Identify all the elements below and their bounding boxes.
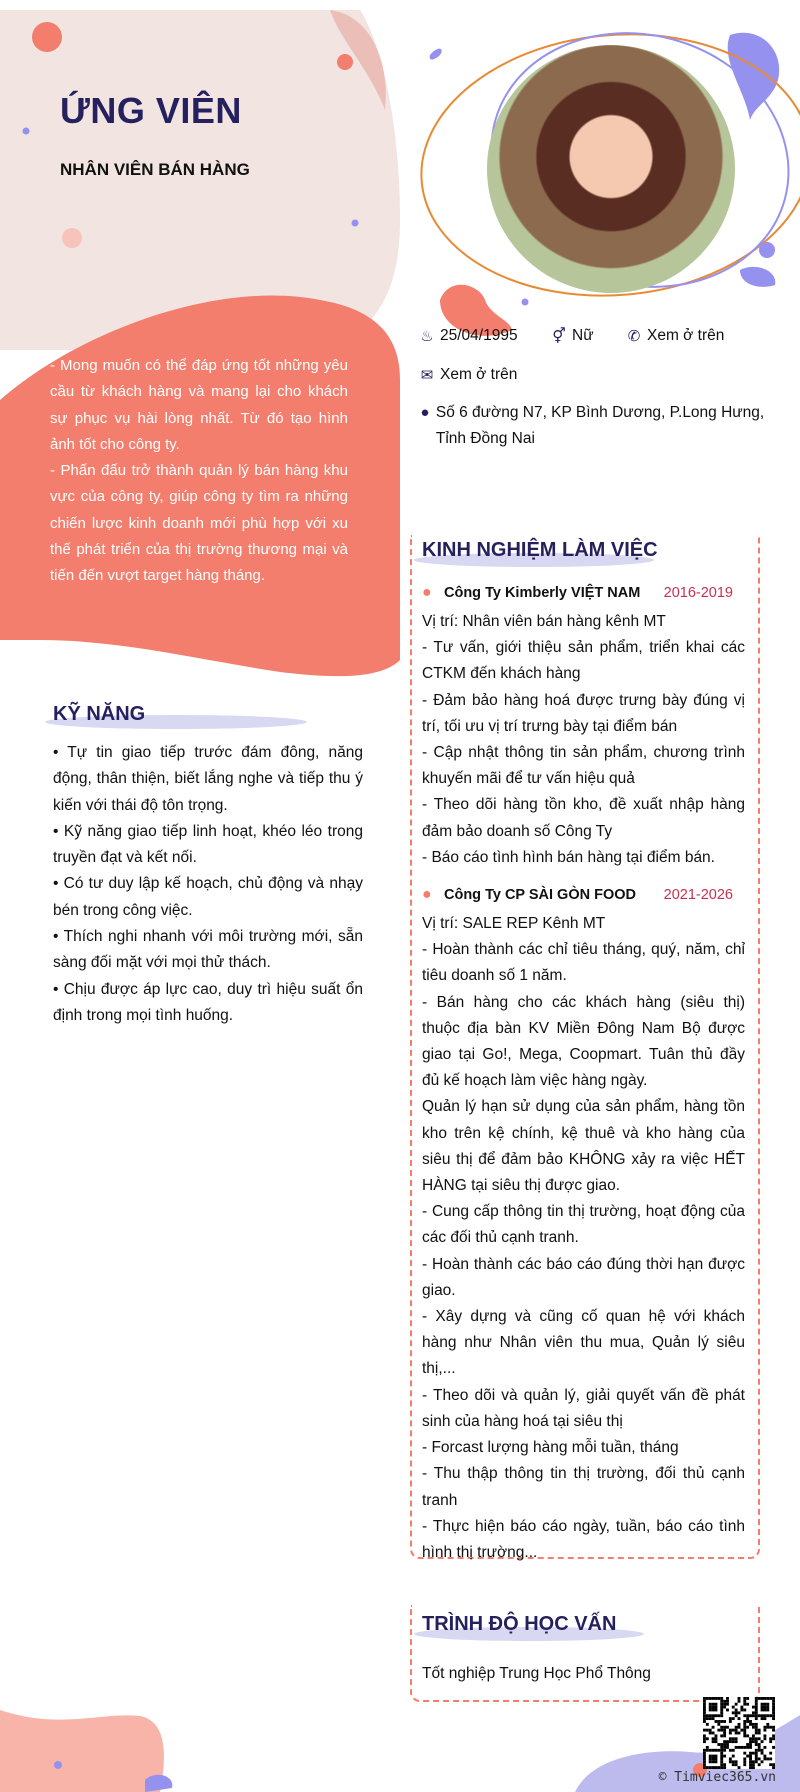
birthday-value: 25/04/1995	[440, 327, 518, 344]
address-value: Số 6 đường N7, KP Bình Dương, P.Long Hưng, Tỉnh Đồng Nai	[435, 404, 765, 447]
location-pin-icon: ●	[422, 584, 432, 601]
job-duty-line: - Forcast lượng hàng mỗi tuần, tháng	[422, 1439, 679, 1457]
education-title: TRÌNH ĐỘ HỌC VẤN	[422, 1613, 617, 1635]
job-duty-line: - Đảm bảo hàng hoá được trưng bày đúng vị trí, tối ưu vị trí trưng bày tại điểm bán	[422, 691, 745, 735]
envelope-icon: ✉	[420, 367, 434, 384]
candidate-name: ỨNG VIÊN	[60, 90, 242, 131]
email-value: Xem ở trên	[440, 366, 518, 383]
job-entry	[422, 883, 745, 1566]
company-name: Công Ty CP SÀI GÒN FOOD	[444, 887, 636, 904]
footer-copyright: © Timviec365.vn	[658, 1770, 776, 1785]
skill-item: • Thích nghi nhanh với môi trường mới, sẵn sàng đối mặt với mọi thử thách.	[53, 928, 363, 972]
gender-icon: ⚥	[552, 328, 566, 345]
qr-code	[703, 1697, 775, 1769]
job-duty-line: - Báo cáo tình hình bán hàng tại điểm bán.	[422, 848, 715, 866]
job-duty-line: - Tư vấn, giới thiệu sản phẩm, triển khai các CTKM đến khách hàng	[422, 639, 745, 683]
avatar	[487, 45, 735, 293]
gender	[550, 327, 594, 345]
objective-paragraph: - Mong muốn có thể đáp ứng tốt những yêu cầu từ khách hàng và mang lại cho khách sự phục vụ hài lòng nhất. Từ đó tạo hình ảnh tốt cho công ty.	[50, 357, 348, 453]
job-duty-line: - Cập nhật thông tin sản phẩm, chương trình khuyến mãi để tư vấn hiệu quả	[422, 744, 745, 788]
skills-heading	[53, 703, 313, 733]
career-objective	[50, 353, 348, 590]
objective-paragraph: - Phấn đấu trở thành quản lý bán hàng khu vực của công ty, giúp công ty tìm ra những chiến lược kinh doanh mới phù hợp với xu thế phát triển của thị trường thương mại và tiến đến vượt target hàng tháng.	[50, 462, 348, 585]
skill-item: • Tự tin giao tiếp trước đám đông, năng động, thân thiện, biết lắng nghe và tiếp thu ý kiến với thái độ tôn trọng.	[53, 744, 363, 814]
job-duty-line: - Cung cấp thông tin thị trường, hoạt động của các đối thủ cạnh tranh.	[422, 1203, 745, 1247]
job-duty-line: - Theo dõi hàng tồn kho, đề xuất nhập hàng đảm bảo doanh số Công Ty	[422, 796, 745, 840]
job-description	[422, 911, 745, 1566]
job-duty-line: - Bán hàng cho các khách hàng (siêu thị) thuộc địa bàn KV Miền Đông Nam Bộ được giao tại Go!, Mega, Coopmart. Tuân thủ đầy đủ kế hoạch làm việc hàng ngày.	[422, 993, 745, 1090]
job-duty-line: Vị trí: Nhân viên bán hàng kênh MT	[422, 613, 666, 630]
job-duty-line: - Theo dõi và quản lý, giải quyết vấn đề phát sinh của hàng hoá tại siêu thị	[422, 1386, 745, 1430]
job-description	[422, 609, 745, 871]
job-years: 2021-2026	[663, 887, 733, 904]
location-pin-icon: ●	[422, 886, 432, 904]
cake-icon: ♨	[420, 328, 434, 345]
job-position: NHÂN VIÊN BÁN HÀNG	[60, 160, 250, 179]
birthday	[418, 327, 518, 345]
job-duty-line: - Hoàn thành các báo cáo đúng thời hạn được giao.	[422, 1255, 745, 1299]
job-years: 2016-2019	[663, 585, 733, 601]
experience-section	[410, 535, 760, 1559]
skills-title: KỸ NĂNG	[53, 703, 146, 725]
education-section	[410, 1605, 760, 1702]
job-duty-line: Quản lý hạn sử dụng của sản phẩm, hàng tồn kho trên kệ chính, kệ thuê và kho hàng của siêu thị để đảm bảo KHÔNG xảy ra việc HẾT HÀNG tại siêu thị được giao.	[422, 1098, 745, 1195]
job-duty-line: - Xây dựng và cũng cố quan hệ với khách hàng như Nhân viên thu mua, Quản lý siêu thị,...	[422, 1308, 745, 1378]
skill-item: • Kỹ năng giao tiếp linh hoạt, khéo léo trong truyền đạt và kết nối.	[53, 822, 363, 867]
skill-item: • Có tư duy lập kế hoạch, chủ động và nhạy bén trong công việc.	[53, 875, 363, 919]
map-pin-icon: ●	[420, 404, 430, 421]
experience-heading	[422, 539, 745, 569]
address	[418, 400, 768, 452]
job-entry	[422, 581, 745, 871]
job-duty-line: - Thu thập thông tin thị trường, đối thủ cạnh tranh	[422, 1465, 745, 1509]
phone	[625, 327, 724, 345]
education-text: Tốt nghiệp Trung Học Phổ Thông	[422, 1665, 651, 1682]
experience-title: KINH NGHIỆM LÀM VIỆC	[422, 539, 658, 561]
phone-value: Xem ở trên	[647, 327, 725, 344]
email	[418, 366, 517, 384]
company-name: Công Ty Kimberly VIỆT NAM	[444, 585, 641, 601]
gender-value: Nữ	[572, 327, 594, 344]
skills-list	[53, 740, 363, 1029]
job-duty-line: - Thực hiện báo cáo ngày, tuần, báo cáo tình hình thị trường...	[422, 1517, 745, 1561]
job-duty-line: - Hoàn thành các chỉ tiêu tháng, quý, năm, chỉ tiêu doanh số 1 năm.	[422, 941, 745, 985]
job-duty-line: Vị trí: SALE REP Kênh MT	[422, 915, 606, 933]
skill-item: • Chịu được áp lực cao, duy trì hiệu suất ổn định trong mọi tình huống.	[53, 980, 363, 1024]
education-heading	[422, 1613, 616, 1643]
phone-icon: ✆	[627, 328, 641, 345]
